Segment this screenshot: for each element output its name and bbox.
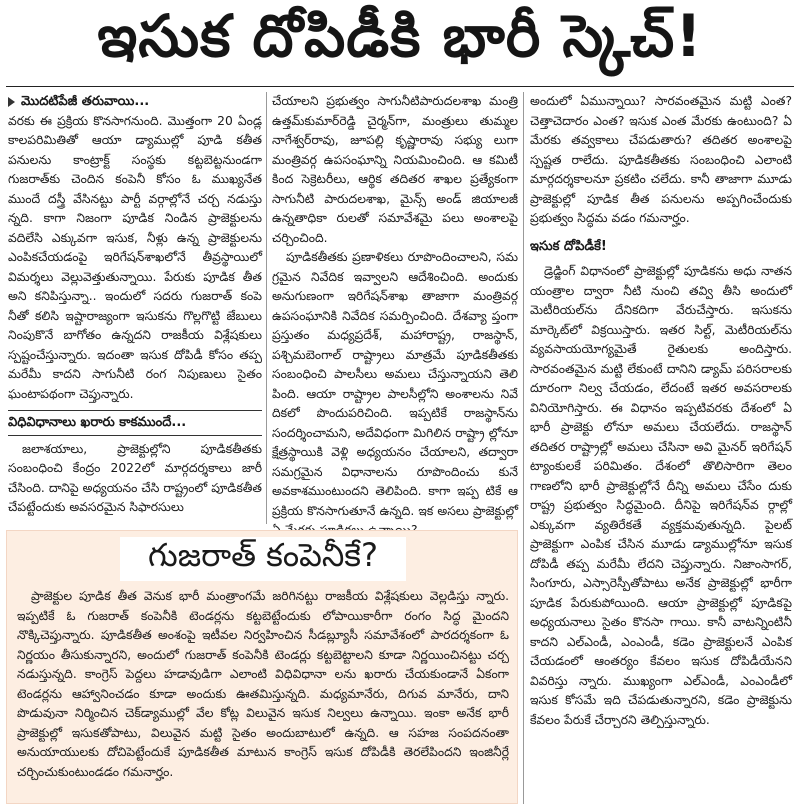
sidebar-story-box [6,530,518,804]
column-3 [530,92,792,730]
col1-paragraph-1: వరకు ఈ ప్రక్రియ కొనసాగనుంది. మొత్తంగా 20 ఏండ్ల కాలపరిమితితో ఆయా డ్యాముల్లో పూడి కతీత పనులను కాంట్రాక్ట్ సంస్థకు కట్టబెట్టనుండగా గుజరాత్‌కు చెందిన కంపెనీ కోసం ఓ ముఖ్యనేత ముందే దస్త్రీ వేసినట్టు పార్టీ వర్గాల్లోనే చర్చ నడుస్తు న్నది. కాగా నిజంగా పూడిక నిండిన ప్రాజెక్టులను వదిలేసి ఎక్కువగా ఇసుక, నీళ్లు ఉన్న ప్రాజెక్టులను ఎంపికచేయడంపై ఇరిగేషన్‌శాఖలోనే తీవ్రస్థాయిలో విమర్శలు వెల్లువెత్తుతున్నాయి. పేరుకు పూడిక తీత అని కనిపిస్తున్నా.. ఇందులో సదరు గుజరాత్ కంపె నీతో కలిసి ఇష్టారాజ్యంగా ఇసుకను గొల్లగొట్టి జేబులు నింపుకొనే బాగోతం ఉన్నదని రాజకీయ విశ్లేషకులు స్పష్టంచేస్తున్నారు. ఇదంతా ఇసుక దోపిడీ కోసం తప్ప మరేమీ కాదని సాగునీటి రంగ నిపుణులు సైతం ఘంటాపథంగా చెప్తున్నారు. [8,113,262,401]
col3-paragraph-1: అందులో ఏమున్నాయి? సారవంతమైన మట్టి ఎంత? చెత్తాచెదారం ఎంత? ఇసుక ఎంత మేరకు ఉంటుంది? ఏ మేరకు తవ్వకాలు చేపడుతారు? తదితర అంశాలపై స్పష్టత రాలేదు. పూడికతీతకు సంబంధించి ఎలాంటి మార్గదర్శకాలనూ ప్రకటిం చలేదు. కానీ తాజాగా మూడు ప్రాజెక్టుల్లో పూడిక తీత పనులను అప్పగించేందుకు ప్రభుత్వం సిద్ధమ వడం గమనార్హం. [530,94,792,225]
col2-paragraph-2: పూడికతీతకు ప్రణాళికలు రూపొందించాలని, సమ గ్రమైన నివేదిక ఇవ్వాలని ఆదేశించింది. అందుకు అనుగుణంగా ఇరిగేషన్‌శాఖ తాజాగా మంత్రివర్గ ఉపసంఘానికి నివేదిక సమర్పించింది. దేశవ్యా ప్తంగా ప్రస్తుతం మధ్యప్రదేశ్, మహారాష్ట్ర, రాజస్థాన్, పశ్చిమబెంగాల్ రాష్ట్రాలు మాత్రమే పూడికతీతకు సంబంధించి పాలసీలు అమలు చేస్తున్నాయని తెలి పింది. ఆయా రాష్ట్రాల పాలసీల్లోని అంశాలను నివే దికలో పొందుపరిచింది. ఇప్పటికే రాజస్థాన్‌ను సందర్శించామని, అదేవిధంగా మిగిలిన రాష్ట్రా ల్లోనూ క్షేత్రస్థాయికి వెళ్లి అధ్యయనం చేయాలని, తద్వారా సమగ్రమైన విధానాలను రూపొందించు కునే అవకాశముంటుందని తెలిపింది. కాగా ఇప్ప టికే ఆ ప్రక్రియ కొనసాగుతూనే ఉన్నది. ఇక అసలు ప్రాజెక్టుల్లో [272,250,518,518]
headline-rule [6,86,794,87]
col2-paragraph-1: చేయాలని ప్రభుత్వం సాగునీటిపారుదలశాఖ మంత్రి ఉత్తమ్‌కుమార్‌రెడ్డి చైర్మన్‌గా, మంత్రులు తుమ్మల నాగేశ్వర్‌రావు, జూపల్లి కృష్ణారావు సభ్యు లుగా మంత్రివర్గ ఉపసంఘాన్ని నియమించింది. ఆ కమిటీ కింద సెక్రెటరీలు, ఆర్థిక తదితర శాఖల ప్రత్యేకంగా సాగునీటి పారుదలశాఖ, మైన్స్ అండ్ జియాలజీ ఉన్నతాధికా రులతో సమావేశమై పలు అంశాలపై చర్చించింది. [272,94,518,245]
headline: ఇసుక దోపిడీకి భారీ స్కెచ్! [97,1,703,70]
col3-paragraph-2: డ్రెడ్జింగ్ విధానంలో ప్రాజెక్టుల్లో పూడికను అధు నాతన యంత్రాల ద్వారా నీటి నుంచి తవ్వి తీసి అందులో మెటీరియల్‌ను దేనికదిగా వేరుచేస్తారు. ఇసుకను మార్కెట్‌లో విక్రయిస్తారు. ఇతర సిల్ట్, మెటీరియల్‌ను వ్యవసాయయోగ్యమైతే రైతులకు అందిస్తారు. సారవంతమైన మట్టి లేకుంటే దానిని డ్యామ్ పరిసరాలకు దూరంగా నిల్వ చేయడం, లేదంటే ఇతర అవసరాలకు వినియోగిస్తారు. ఈ విధానం ఇప్పటివరకు దేశంలో ఏ భారీ ప్రాజెక్టు లోనూ అమలు చేయలేదు. రాజస్థాన్ తదితర రాష్ట్రాల్లో అమలు చేసినా అవి మైనర్ ఇరిగేషన్ ట్యాంకులకే పరిమితం. దేశంలో తొలిసారిగా తెలం గాణలోని భారీ ప్రాజెక్టుల్లోనే దీన్ని అమలు చేసేం దుకు రాష్ట్ర ప్రభుత్వం సిద్ధమైంది. దీనిపై ఇరిగేషన్‌వ ర్గాల్లో ఎక్కువగా వ్యతిరేకతే వ్యక్తమవుతున్నది. పైలట్ ప్రాజెక్టుగా ఎంపిక చేసిన మూడు డ్యాముల్లోనూ ఇసుక దోపిడీ తప్ప మరేమీ లేదని చెప్తున్నారు. నిజాంసాగర్, సింగూరు, ఎస్సారెస్పీతోపాటు అనేక ప్రాజెక్టుల్లో భారీగా పూడిక పేరుకుపోయింది. ఆయా ప్రాజెక్టుల్లో పూడికపై అధ్యయనాలు సైతం కొనసా గాయి. కానీ వాటన్నింటినీ కాదని ఎల్‌ఎండీ, ఎంఎండీ, కడెం ప్రాజెక్టులనే ఎంపిక చేయడంలో ఆంతర్యం కేవలం ఇసుక దోపిడీయేనని వివరిస్తు న్నారు. ముఖ్యంగా ఎల్‌ఎండీ, ఎంఎండీలో ఇసుక కోసమే ఇది చేపడుతున్నారని, కడెం ప్రాజెక్టును కేవలం పేరుకే చేర్చారని తెల్పిస్తున్నారు. [530,264,792,727]
chevron-right-icon [8,97,15,107]
sidebar-story-title: గుజరాత్ కంపెనీకే? [120,537,406,581]
col3-subhead: ఇసుక దోపిడీకే! [530,238,607,254]
column-divider-2 [523,92,524,804]
sidebar-story-title-wrap [7,537,519,581]
column-2 [272,92,518,541]
kicker [8,92,262,112]
column-1 [8,92,262,518]
sidebar-story-paragraph: ప్రాజెక్టుల పూడిక తీత వెనుక భారీ మంత్రాంగమే జరిగినట్టు రాజకీయ విశ్లేషకులు వెల్లడిస్తు న్నారు. ఇప్పటికే ఓ గుజరాత్ కంపెనీకి టెండర్లను కట్టబెట్టేందుకు లోపాయికారీగా రంగం సిద్ధ మైందని నొక్కిచెప్తున్నారు. పూడికతీత అంశంపై ఇటీవల నిర్వహించిన సీడబ్ల్యూసీ సమావేశంలో పారదర్శకంగా ఓ నిర్ణయం తీసుకున్నారని, అందులో గుజరాత్ కంపెనీకి టెండర్లు కట్టబెట్టాలని కూడా నిర్ణయించినట్టు చర్చ నడుస్తున్నది. కాంగ్రెస్ పెద్దలు హడావుడిగా ఎలాంటి విధివిధానా లను ఖరారు చేయకుండానే ఏకంగా టెండర్లను ఆహ్వానించడం కూడా అందుకు ఊతమిస్తున్నది. మధ్యమానేరు, దిగువ మానేరు, దాని పొడువునా నిర్మించిన చెక్‌డ్యాముల్లో వేల కోట్ల విలువైన ఇసుక నిల్వలు ఉన్నాయి. ఇంకా అనేక భారీ ప్రాజెక్టుల్లో ఇసుకతోపాటు, విలువైన మట్టి సైతం అందుబాటులో ఉన్నది. ఆ సహజ సంపదనంతా అనుయాయులకు దోచిపెట్టేందుకే పూడికతీత మాటున కాంగ్రెస్ ఇసుక దోపిడీకి తెరలేపిందని ఇంజినీర్లే చర్చించుకుంటుండడం గమనార్హం. [17,589,509,779]
sidebar-story-body [17,587,509,782]
col1-subhead: విధివిధానాలు ఖరారు కాకముందే... [8,410,262,436]
kicker-text: మొదటిపేజీ తరువాయి... [21,94,150,109]
col1-paragraph-2: జలాశయాలు, ప్రాజెక్టుల్లోని పూడికతీతకు సంబంధించి కేంద్రం 2022లో మార్గదర్శకాలు జారీ చేసింది. దానిపై అధ్యయనం చేసి రాష్ట్రంలో పూడికతీత చేపట్టేందుకు అవసరమైన సిఫారసులు [8,441,262,514]
column-divider-1 [266,92,267,524]
